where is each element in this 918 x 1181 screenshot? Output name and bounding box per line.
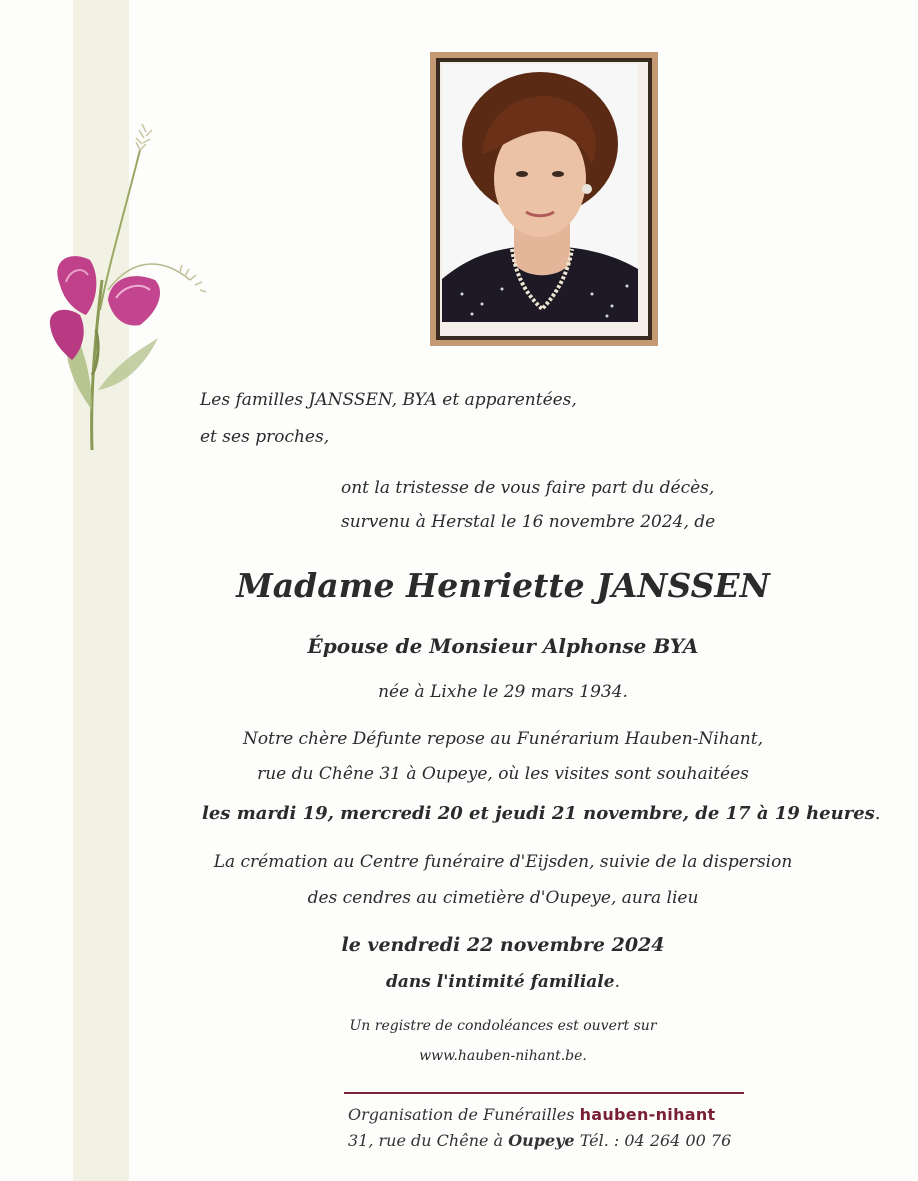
- families-line-2: et ses proches,: [200, 427, 330, 447]
- intimacy-period: .: [614, 972, 620, 992]
- sadness-line-1: ont la tristesse de vous faire part du décès,: [341, 478, 715, 498]
- ceremony-date: le vendredi 22 novembre 2024: [341, 934, 665, 956]
- org-label: Organisation de Funérailles: [348, 1105, 575, 1124]
- sadness-line-2: survenu à Herstal le 16 novembre 2024, de: [341, 512, 716, 532]
- footer-address-line: [348, 1131, 731, 1150]
- birth-line: née à Lixhe le 29 mars 1934.: [378, 682, 628, 702]
- calla-lily-illustration: [30, 110, 220, 470]
- repose-line-1: Notre chère Défunte repose au Funérarium Hauben-Nihant,: [243, 729, 763, 749]
- registry-line-1: Un registre de condoléances est ouvert sur: [349, 1018, 657, 1034]
- brand-logo-text: hauben-nihant: [579, 1105, 716, 1124]
- intimacy-line: [0, 972, 918, 992]
- portrait-frame: [430, 52, 658, 346]
- visits-period: .: [874, 803, 881, 824]
- address-prefix: 31, rue du Chêne à: [348, 1131, 504, 1150]
- portrait-photo: [442, 64, 638, 322]
- address-city: Oupeye: [508, 1131, 575, 1150]
- families-line-1: Les familles JANSSEN, BYA et apparentées,: [200, 390, 577, 410]
- registry-link[interactable]: www.hauben-nihant.be.: [419, 1048, 587, 1064]
- cremation-line-2: des cendres au cimetière d'Oupeye, aura lieu: [307, 888, 699, 908]
- footer-org-line: [348, 1105, 716, 1124]
- footer-divider: [344, 1092, 744, 1094]
- spouse-line: Épouse de Monsieur Alphonse BYA: [307, 634, 699, 658]
- repose-line-2: rue du Chêne 31 à Oupeye, où les visites sont souhaitées: [257, 764, 749, 784]
- visits-line: [202, 803, 881, 824]
- cremation-line-1: La crémation au Centre funéraire d'Eijsden, suivie de la dispersion: [213, 852, 793, 872]
- deceased-name: Madame Henriette JANSSEN: [236, 566, 770, 605]
- portrait-illustration: [442, 64, 638, 322]
- visits-text: les mardi 19, mercredi 20 et jeudi 21 novembre, de 17 à 19 heures: [202, 803, 875, 824]
- phone-number: Tél. : 04 264 00 76: [579, 1131, 732, 1150]
- intimacy-text: dans l'intimité familiale: [386, 972, 615, 992]
